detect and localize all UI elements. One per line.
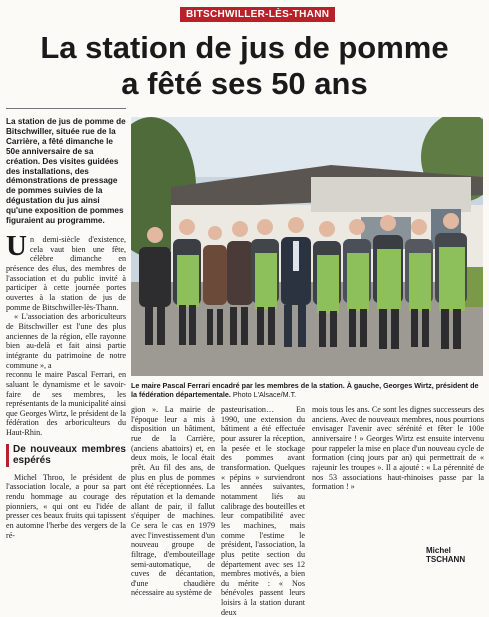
paragraph-extension: pasteurisation… En 1990, une extension du bâtiment a été effectuée pour assurer la réception, la pesée et le stockage des pommes avant transformation. Quelques « pépins » surviendront les années suivantes, notamment liés au calibrage des bouteilles et leur compatibilité avec les machines, mais comme l'estime le président, l'association, la plus petite section du département avec ses 12 membres motivés, a bien du mérite : « Nos bénévoles passent leurs loisirs à la station durant deux: [221, 405, 305, 617]
author-signature: Michel TSCHANN: [426, 546, 466, 564]
body-column-2: [131, 405, 215, 598]
paragraph-intro: n demi-siècle d'existence, cela vaut bien une fête, célèbre dimanche en présence des élus, des membres de l'association et du public invité à participer à cette journée portes ouvertes à la station de jus de pomme de Bitschwiller-lès-Thann.: [6, 235, 126, 312]
photo-credit: Photo L'Alsace/M.T.: [232, 390, 297, 399]
body-column-4: [312, 405, 484, 492]
paragraph-mayor: reconnu le maire Pascal Ferrari, en saluant le dynamisme et le savoir-faire de ses membres, les représentants de la municipalité ainsi que Georges Wirtz, le président de la fédération des arboriculteurs du Haut-Rhin.: [6, 370, 127, 438]
subheading: De nouveaux membres espérés: [6, 444, 126, 467]
caption-text: Le maire Pascal Ferrari encadré par les membres de la station. À gauche, Georges Wirtz, président de la fédération départementale.: [131, 381, 479, 399]
body-column-3: [221, 405, 305, 617]
chapeau: La station de jus de pomme de Bitschwiller, située rue de la Carrière, a fêté dimanche le 50e anniversaire de sa création. Des visites guidées des installations, des démonstrations de pressage de pommes suivies de la dégustation du jus ainsi qu'une exposition de pommes figuraient au programme.: [6, 117, 126, 226]
group-photo-illustration: [131, 117, 483, 376]
lettrine: U: [6, 230, 27, 262]
headline: [0, 30, 489, 102]
body-column-1: [6, 230, 127, 540]
paragraph-president: Michel Throo, le président de l'association locale, a pour sa part rendu hommage au courage des pionniers, « qui ont eu l'idée de presser ces beaux fruits qui tapissent en automne l'herbe des vergers de la ré-: [6, 472, 126, 540]
headline-line1: La station de jus de pomme: [40, 30, 449, 65]
paragraph-quote: « L'association des arboriculteurs de Bitschwiller est l'une des plus anciennes de la région, elle rayonne bien au-delà et fait ainsi partie intégrante du patrimoine de notre commune », a: [6, 312, 126, 370]
article-photo: [131, 117, 483, 376]
headline-line2: a fêté ses 50 ans: [121, 66, 368, 101]
section-tag: BITSCHWILLER-LÈS-THANN: [180, 7, 335, 22]
paragraph-future: mois tous les ans. Ce sont les dignes successeurs des anciens. Avec de nouveaux membres, nous pourrions envisager l'avenir avec sérénité et fêter le 100e anniversaire ! » Georges Wirtz est ensuite intervenu pour rappeler la mise en place d'un nouveau cycle de formation (cinq jours par an) qui permettrait de « rajeunir les troupes ». Il a ajouté : « La pérennité de nos 53 associations haut-rhinoises passe par la formation ! »: [312, 405, 484, 492]
photo-caption: [131, 381, 483, 399]
top-rule: [6, 108, 126, 109]
paragraph-history: gion ». La mairie de l'époque leur a mis à disposition un bâtiment, rue de la Carrière, (anciens abattoirs) et, en deux mois, le local était prêt. Au fil des ans, de plus en plus de pommes ont été réceptionnées. La réputation et la demande allant de pair, il fallut s'équiper de machines. Ce sera le cas en 1979 avec l'investissement d'un nouveau groupe de filtrage, d'embouteillage semi-automatique, de cuves de décantation, d'une chaudière nécessaire au système de: [131, 405, 215, 598]
